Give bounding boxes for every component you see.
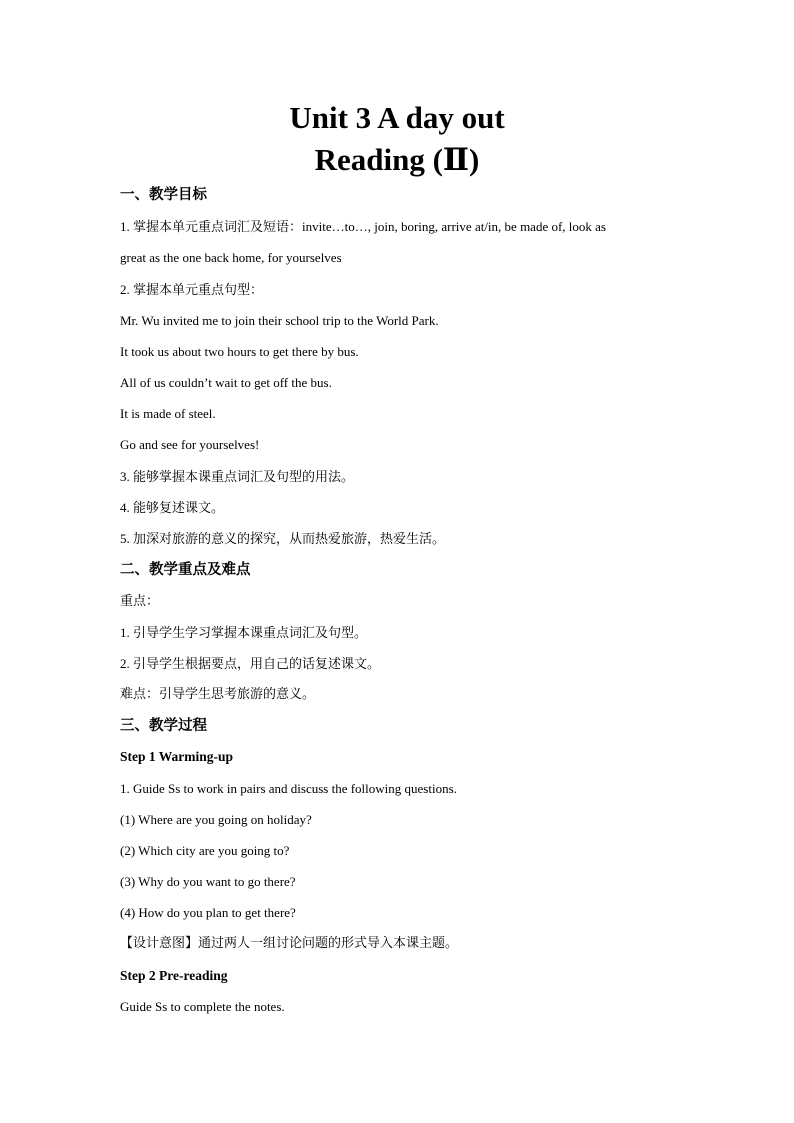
key-sentence: It took us about two hours to get there by bus. xyxy=(120,344,359,359)
objective-4: 4. 能够复述课文。 xyxy=(120,500,225,515)
difficult-point: 难点：引导学生思考旅游的意义。 xyxy=(120,687,316,702)
step-1-instruction: 1. Guide Ss to work in pairs and discuss the following questions. xyxy=(120,781,457,796)
question-item: (4) How do you plan to get there? xyxy=(120,905,296,920)
key-sentence: It is made of steel. xyxy=(120,406,216,421)
objective-1-vocabulary: 1. 掌握本单元重点词汇及短语：invite…to…, join, boring, arrive at/in, be made of, look as xyxy=(120,219,606,234)
step-2-instruction: Guide Ss to complete the notes. xyxy=(120,999,285,1014)
step-2-heading: Step 2 Pre-reading xyxy=(120,968,228,983)
section-heading-key-points: 二、教学重点及难点 xyxy=(120,562,251,578)
question-item: (1) Where are you going on holiday? xyxy=(120,812,312,827)
question-item: (2) Which city are you going to? xyxy=(120,843,290,858)
key-sentence: Go and see for yourselves! xyxy=(120,437,260,452)
step-1-heading: Step 1 Warming-up xyxy=(120,749,234,764)
objective-3: 3. 能够掌握本课重点词汇及句型的用法。 xyxy=(120,469,355,484)
design-intent-note: 【设计意图】通过两人一组讨论问题的形式导入本课主题。 xyxy=(120,936,459,951)
key-point-1: 1. 引导学生学习掌握本课重点词汇及句型。 xyxy=(120,625,368,640)
document-title: Unit 3 A day out xyxy=(289,100,505,135)
section-heading-objectives: 一、教学目标 xyxy=(120,187,207,203)
key-sentence: Mr. Wu invited me to join their school trip to the World Park. xyxy=(120,313,439,328)
key-sentence: All of us couldn’t wait to get off the bus. xyxy=(120,375,332,390)
key-point-2: 2. 引导学生根据要点，用自己的话复述课文。 xyxy=(120,656,381,671)
key-points-label: 重点： xyxy=(120,594,160,609)
objective-1-vocabulary-continued: great as the one back home, for yourselves xyxy=(120,250,342,265)
question-item: (3) Why do you want to go there? xyxy=(120,874,296,889)
objective-2-sentences: 2. 掌握本单元重点句型： xyxy=(120,282,264,297)
section-heading-process: 三、教学过程 xyxy=(120,718,207,734)
objective-5: 5. 加深对旅游的意义的探究，从而热爱旅游，热爱生活。 xyxy=(120,531,446,546)
document-subtitle: Reading (Ⅱ) xyxy=(314,142,480,177)
